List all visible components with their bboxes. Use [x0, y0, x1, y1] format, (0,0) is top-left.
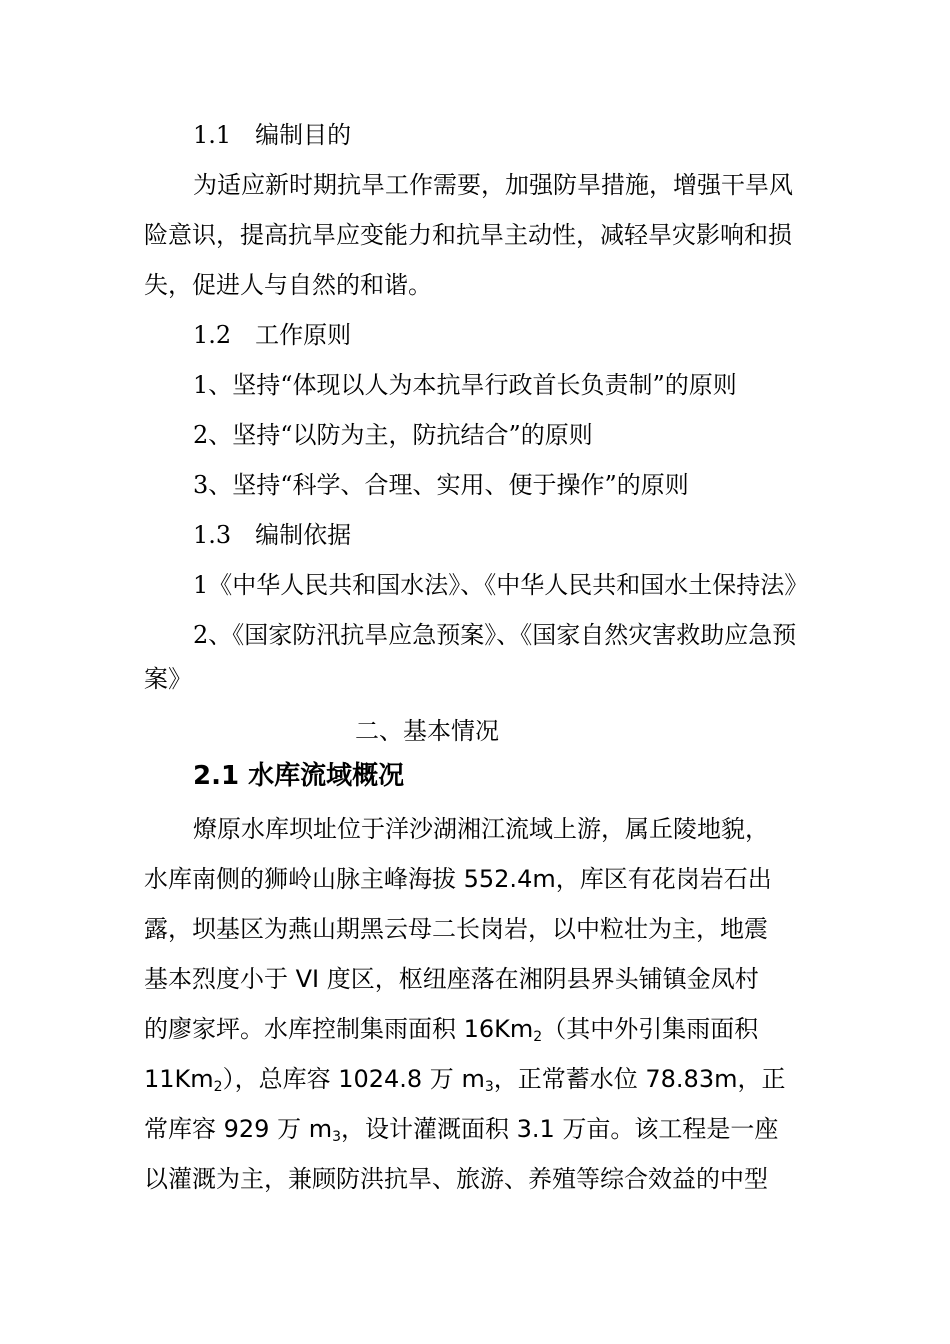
- section-1-3-heading: [193, 520, 351, 550]
- chapter-2-title: 二、基本情况: [355, 717, 499, 745]
- paragraph-line: 水库南侧的狮岭山脉主峰海拔 552.4m，库区有花岗岩石出: [144, 865, 772, 893]
- principle-item: 3、坚持“科学、合理、实用、便于操作”的原则: [193, 471, 689, 499]
- subscript: 2: [213, 1079, 223, 1095]
- section-title: 编制依据: [255, 521, 352, 549]
- paragraph-line: 以灌溉为主，兼顾防洪抗旱、旅游、养殖等综合效益的中型: [144, 1165, 768, 1193]
- paragraph-line: 的廖家坪。水库控制集雨面积 $16Km_2$（其中外引集雨面积: [144, 1015, 759, 1045]
- paragraph-line: 失，促进人与自然的和谐。: [144, 271, 432, 299]
- section-number: 1.1: [193, 121, 232, 149]
- section-number: 1.2: [193, 321, 232, 349]
- section-title: 编制目的: [255, 121, 352, 149]
- principle-item: 2、坚持“以防为主，防抗结合”的原则: [193, 421, 593, 449]
- section-number: 1.3: [193, 521, 232, 549]
- paragraph-line: $11Km_2$），总库容 1024.8 万 $m_3$，正常蓄水位 78.83m，正: [144, 1065, 786, 1095]
- section-2-1-heading: 2.1 水库流域概况: [193, 761, 405, 791]
- paragraph-line: 燎原水库坝址位于洋沙湖湘江流域上游，属丘陵地貌，: [193, 815, 769, 843]
- subscript: 2: [533, 1029, 543, 1045]
- section-1-1-heading: [193, 120, 351, 150]
- paragraph-line: 露，坝基区为燕山期黑云母二长岗岩，以中粒壮为主，地震: [144, 915, 768, 943]
- principle-item: 1、坚持“体现以人为本抗旱行政首长负责制”的原则: [193, 371, 737, 399]
- basis-item: 2、《国家防汛抗旱应急预案》、《国家自然灾害救助应急预: [193, 621, 797, 649]
- subscript: 3: [332, 1129, 341, 1145]
- subscript: 3: [484, 1079, 494, 1095]
- basis-item: 1《中华人民共和国水法》、《中华人民共和国水土保持法》: [193, 571, 809, 599]
- section-1-2-heading: [193, 320, 351, 350]
- basis-item-continued: 案》: [144, 665, 192, 693]
- paragraph-line: 常库容 929 万 $m_3$，设计灌溉面积 3.1 万亩。该工程是一座: [144, 1115, 779, 1145]
- paragraph-line: 为适应新时期抗旱工作需要，加强防旱措施，增强干旱风: [193, 171, 793, 199]
- paragraph-line: 险意识，提高抗旱应变能力和抗旱主动性，减轻旱灾影响和损: [144, 221, 792, 249]
- section-title: 工作原则: [255, 321, 352, 349]
- paragraph-line: 基本烈度小于 VI 度区，枢纽座落在湘阴县界头铺镇金凤村: [144, 965, 759, 993]
